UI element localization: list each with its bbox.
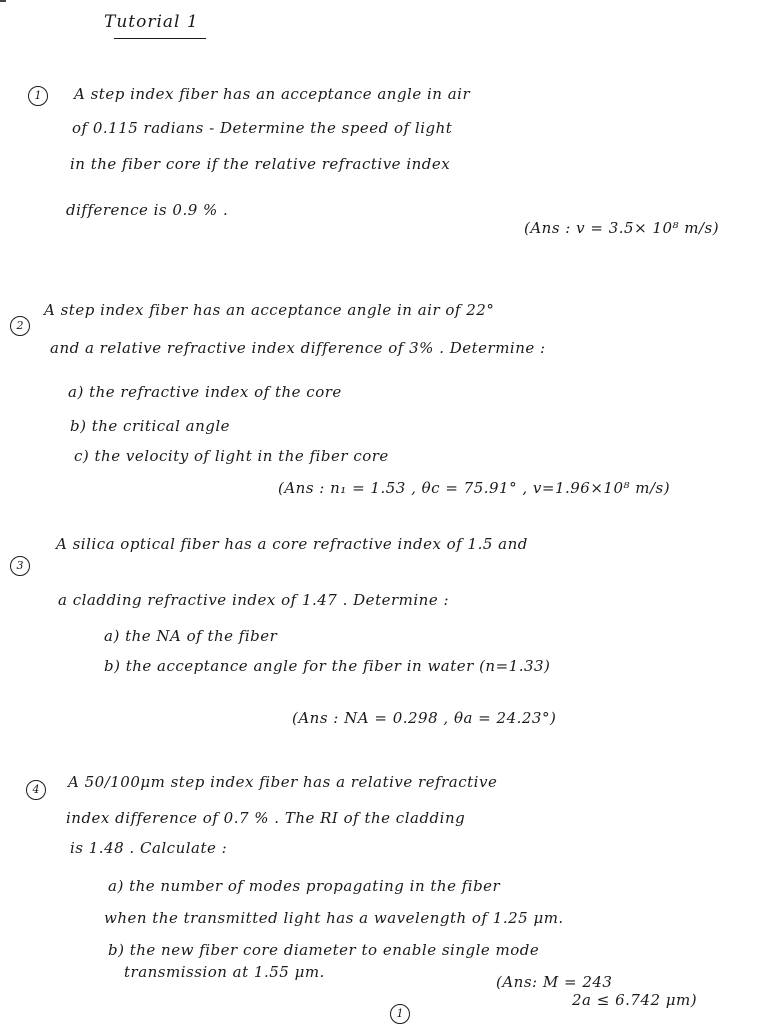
- question-4-part-b-line-2: transmission at 1.55 μm.: [124, 963, 325, 981]
- question-1-line-1: A step index fiber has an acceptance angle in air: [74, 85, 471, 103]
- question-2-part-c: c) the velocity of light in the fiber core: [74, 447, 389, 465]
- question-1-line-4: difference is 0.9 % .: [66, 201, 229, 219]
- question-1-number: 1: [28, 86, 48, 106]
- title-underline: [114, 38, 206, 39]
- question-2-line-2: and a relative refractive index difference of 3% . Determine :: [50, 339, 546, 357]
- question-2-number: 2: [10, 316, 30, 336]
- question-3-number: 3: [10, 556, 30, 576]
- question-4-line-2: index difference of 0.7 % . The RI of the cladding: [66, 809, 466, 827]
- question-4-line-3: is 1.48 . Calculate :: [70, 839, 228, 857]
- question-1-line-3: in the fiber core if the relative refractive index: [70, 155, 451, 173]
- question-4-line-1: A 50/100μm step index fiber has a relative refractive: [68, 773, 498, 791]
- question-3-answer: (Ans : NA = 0.298 , θa = 24.23°): [292, 709, 557, 727]
- question-2-line-1: A step index fiber has an acceptance angle in air of 22°: [44, 301, 495, 319]
- edge-mark: [0, 0, 6, 2]
- question-4-part-b-line-1: b) the new fiber core diameter to enable single mode: [108, 941, 540, 959]
- question-2-answer: (Ans : n₁ = 1.53 , θc = 75.91° , v=1.96×10⁸ m/s): [278, 479, 671, 497]
- question-4-part-a-line-2: when the transmitted light has a wavelength of 1.25 μm.: [104, 909, 564, 927]
- question-4-number: 4: [26, 780, 46, 800]
- question-4-answer-line-2: 2a ≤ 6.742 μm): [572, 991, 698, 1009]
- page-number: 1: [390, 1004, 410, 1024]
- question-2-part-a: a) the refractive index of the core: [68, 383, 342, 401]
- question-1-answer: (Ans : v = 3.5× 10⁸ m/s): [524, 219, 720, 237]
- question-4-answer-line-1: (Ans: M = 243: [496, 973, 613, 991]
- question-4-part-a-line-1: a) the number of modes propagating in the fiber: [108, 877, 501, 895]
- question-3-line-1: A silica optical fiber has a core refractive index of 1.5 and: [56, 535, 528, 553]
- question-3-line-2: a cladding refractive index of 1.47 . Determine :: [58, 591, 450, 609]
- question-1-line-2: of 0.115 radians - Determine the speed of light: [72, 119, 453, 137]
- question-2-part-b: b) the critical angle: [70, 417, 231, 435]
- question-3-part-a: a) the NA of the fiber: [104, 627, 278, 645]
- page-title: Tutorial 1: [104, 12, 199, 32]
- question-3-part-b: b) the acceptance angle for the fiber in water (n=1.33): [104, 657, 551, 675]
